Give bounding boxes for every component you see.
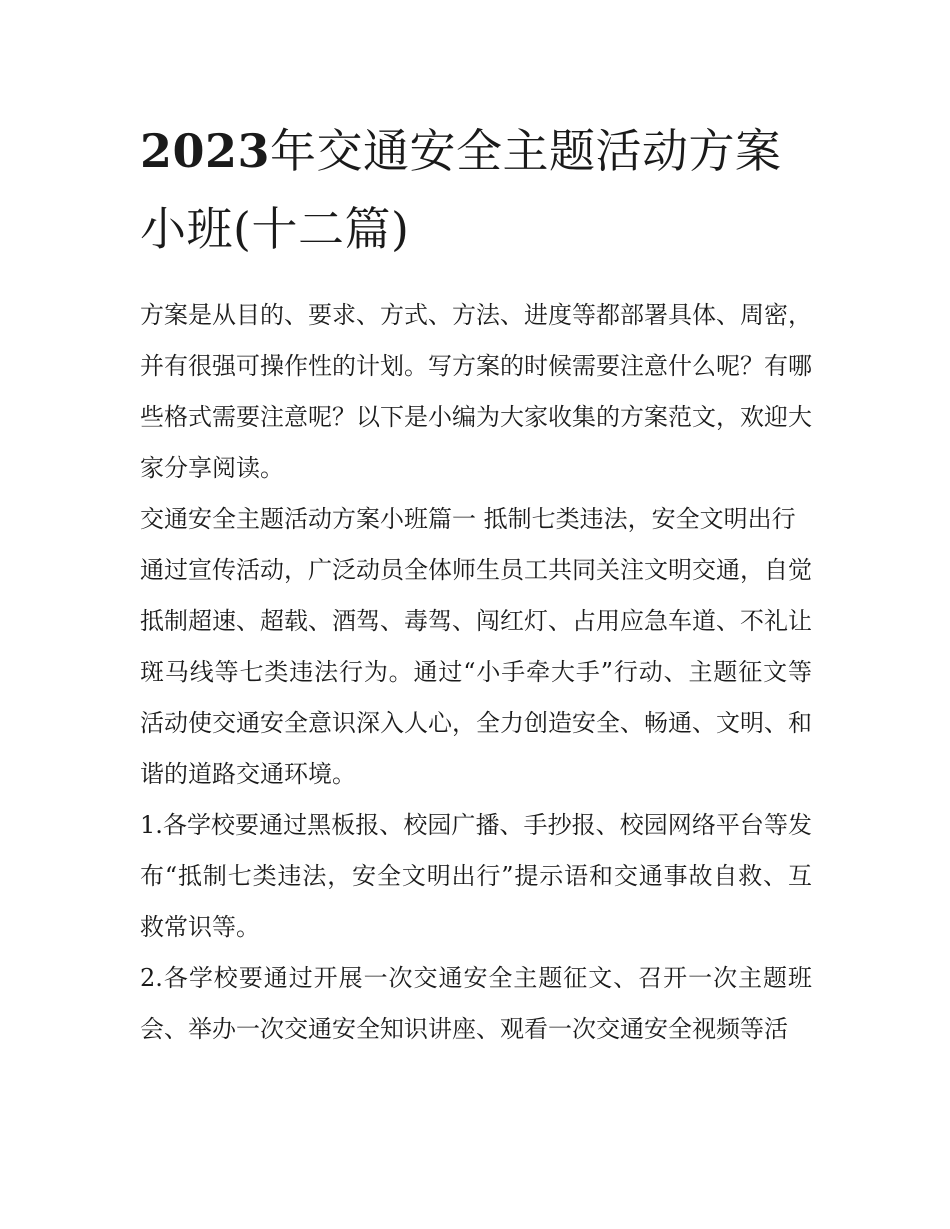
document-title: [140, 112, 812, 268]
body-paragraph: 通过宣传活动，广泛动员全体师生员工共同关注文明交通，自觉抵制超速、超载、酒驾、毒驾、闯红灯、占用应急车道、不礼让斑马线等七类违法行为。通过“小手牵大手”行动、主题征文等活动使交通安全意识深入人心，全力创造安全、畅通、文明、和谐的道路交通环境。: [140, 556, 812, 788]
title-text: 年交通安全主题活动方案小班(十二篇): [140, 124, 782, 256]
list-item-1: 1.各学校要通过黑板报、校园广播、手抄报、校园网络平台等发布“抵制七类违法，安全文明出行”提示语和交通事故自救、互救常识等。: [140, 811, 812, 941]
document-page: [140, 112, 812, 1055]
section-heading: 交通安全主题活动方案小班篇一 抵制七类违法，安全文明出行: [140, 505, 796, 533]
intro-paragraph: 方案是从目的、要求、方式、方法、进度等都部署具体、周密，并有很强可操作性的计划。写方案的时候需要注意什么呢？有哪些格式需要注意呢？以下是小编为大家收集的方案范文，欢迎大家分享阅读。: [140, 301, 812, 482]
document-body: [140, 290, 812, 1055]
title-year: 2023: [140, 124, 271, 178]
list-item-2: 2.各学校要通过开展一次交通安全主题征文、召开一次主题班会、举办一次交通安全知识讲座、观看一次交通安全视频等活: [140, 964, 812, 1043]
